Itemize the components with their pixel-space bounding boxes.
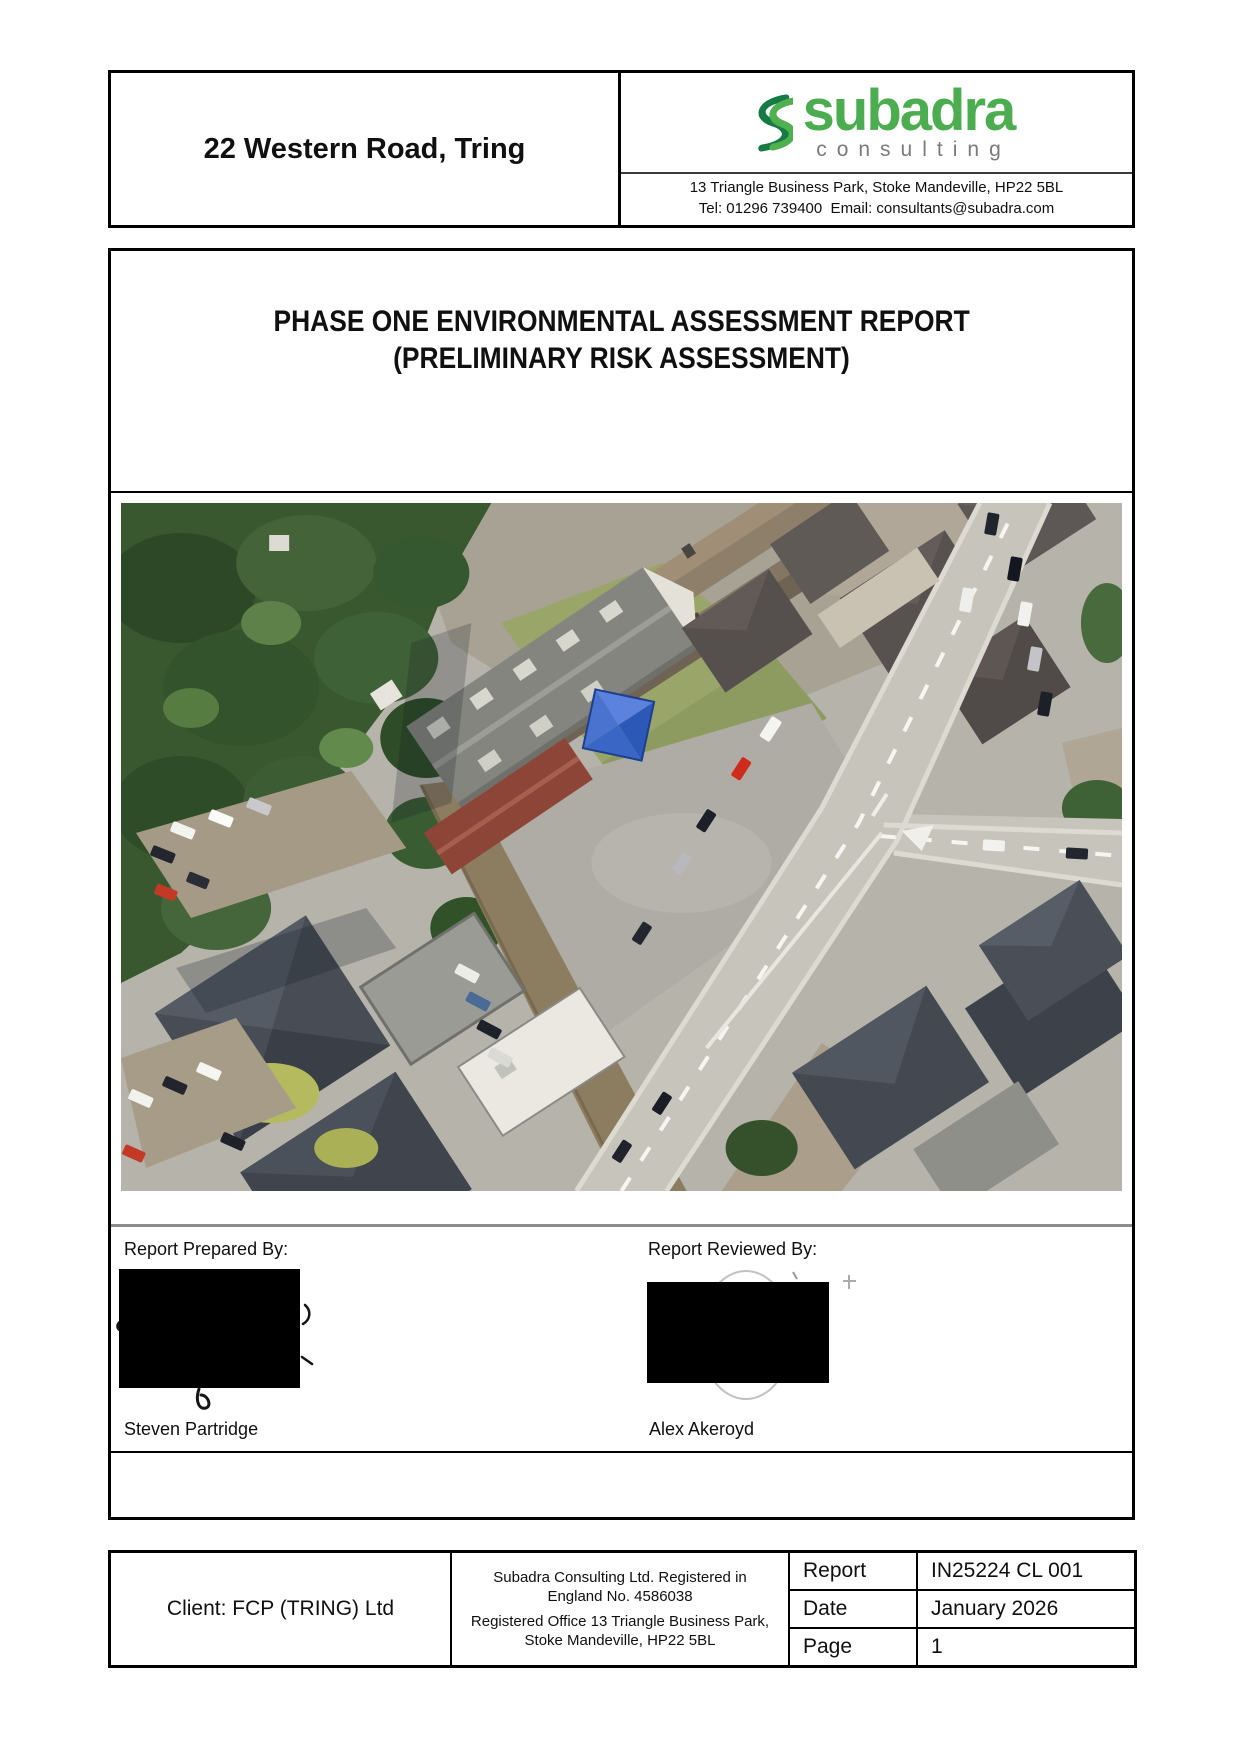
registered-office-line: Registered Office 13 Triangle Business Park, Stoke Mandeville, HP22 5BL — [470, 1613, 770, 1650]
report-title-line2: (PRELIMINARY RISK ASSESSMENT) — [393, 342, 850, 375]
header-box — [108, 70, 1135, 228]
company-address: 13 Triangle Business Park, Stoke Mandeville, HP22 5BL — [689, 178, 1064, 196]
report-date-value: January 2026 — [931, 1597, 1059, 1620]
company-registration-cell — [450, 1553, 788, 1665]
signature-section-divider — [111, 1224, 1132, 1227]
reviewed-by-label: Report Reviewed By: — [648, 1239, 818, 1259]
table-row — [790, 1589, 1134, 1627]
report-number-label: Report — [790, 1553, 918, 1589]
table-row — [790, 1553, 1134, 1589]
logo-wordmark — [802, 77, 1015, 162]
page-number-value: 1 — [931, 1635, 943, 1658]
prepared-signature-redaction — [119, 1269, 300, 1388]
client-cell: Client: FCP (TRING) Ltd — [166, 1597, 395, 1620]
header-logo-cell — [618, 73, 1132, 225]
page-number-label: Page — [790, 1629, 918, 1665]
report-date-label: Date — [790, 1591, 918, 1627]
title-divider-line — [111, 491, 1132, 493]
company-phone-email: Tel: 01296 739400 Email: consultants@subadra.com — [698, 200, 1055, 218]
company-contact-block — [621, 172, 1132, 226]
report-title-line1: PHASE ONE ENVIRONMENTAL ASSESSMENT REPORT — [273, 305, 970, 338]
reviewed-signature-redaction — [647, 1282, 829, 1383]
registration-line: Subadra Consulting Ltd. Registered in England No. 4586038 — [493, 1568, 747, 1605]
signature-bottom-divider — [111, 1451, 1132, 1453]
prepared-by-label: Report Prepared By: — [124, 1239, 289, 1259]
table-row — [790, 1627, 1134, 1665]
brand-tagline: consulting — [816, 137, 1011, 161]
company-logo — [621, 73, 1132, 172]
reviewed-by-name: Alex Akeroyd — [649, 1419, 755, 1439]
prepared-by-name: Steven Partridge — [124, 1419, 259, 1439]
main-content-box — [108, 248, 1135, 1520]
report-title — [111, 303, 1132, 377]
header-site-cell — [111, 73, 618, 225]
brand-name: subadra — [802, 77, 1015, 143]
blue-canopy — [583, 689, 654, 760]
report-meta-table — [788, 1553, 1134, 1665]
subadra-helix-icon — [739, 90, 793, 159]
footer-table — [108, 1550, 1137, 1668]
page-title: 22 Western Road, Tring — [203, 132, 526, 165]
report-number-value: IN25224 CL 001 — [931, 1559, 1084, 1582]
site-aerial-photo — [121, 503, 1122, 1191]
